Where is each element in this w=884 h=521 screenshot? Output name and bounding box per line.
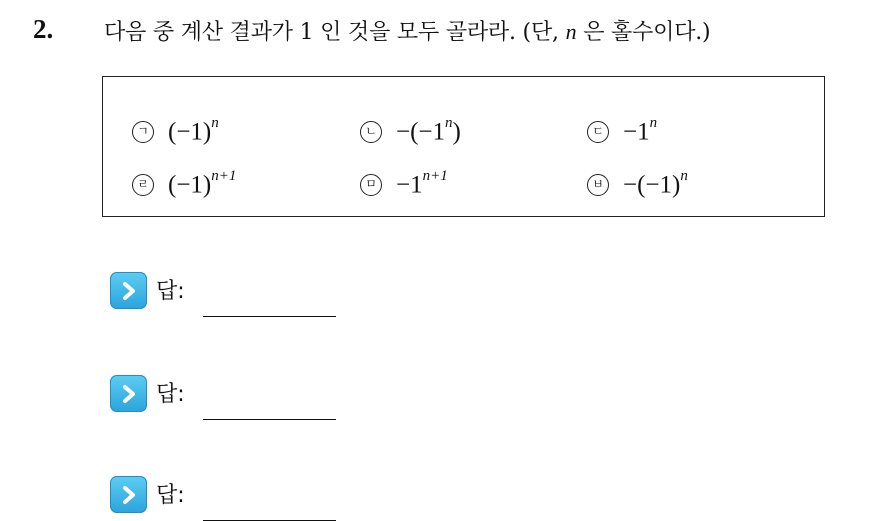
question-text-part-2: 은 홀수이다.) xyxy=(576,20,711,45)
choice-marker: ㄴ xyxy=(360,121,382,143)
answer-blank[interactable] xyxy=(203,500,336,521)
choice-5 xyxy=(360,168,448,199)
question-number: 2. xyxy=(33,14,54,44)
choice-4 xyxy=(132,168,237,199)
answer-blank[interactable] xyxy=(203,296,336,317)
choice-marker: ㅂ xyxy=(587,174,609,196)
choice-marker: ㄷ xyxy=(587,121,609,143)
answer-label: 답: xyxy=(156,483,185,508)
choice-6 xyxy=(587,168,688,199)
choice-base: (−1) xyxy=(168,171,212,199)
answer-blank[interactable] xyxy=(203,399,336,420)
choice-base: −1 xyxy=(623,118,650,146)
question-text xyxy=(104,15,710,46)
question-variable: n xyxy=(565,19,577,44)
choice-suffix: ) xyxy=(452,118,461,146)
choice-expression xyxy=(623,168,688,199)
choice-base: −(−1 xyxy=(396,118,446,146)
choice-exponent: n xyxy=(211,115,219,131)
choice-base: (−1) xyxy=(168,118,212,146)
answer-label: 답: xyxy=(156,382,185,407)
answer-label: 답: xyxy=(156,279,185,304)
choice-marker: ㄱ xyxy=(132,121,154,143)
choice-base: −1 xyxy=(396,171,423,199)
choice-exponent: n xyxy=(649,115,658,131)
chevron-right-icon xyxy=(110,272,147,309)
answer-row-2 xyxy=(110,375,336,412)
choice-exponent: n+1 xyxy=(211,168,237,184)
choice-1 xyxy=(132,115,219,146)
choice-base: −(−1) xyxy=(623,171,681,199)
choice-expression xyxy=(168,168,237,199)
choice-expression xyxy=(168,115,219,146)
choices-box xyxy=(102,76,825,217)
choice-expression xyxy=(396,168,448,199)
question-text-part-1: 다음 중 계산 결과가 1 인 것을 모두 골라라. (단, xyxy=(104,20,566,45)
choice-3 xyxy=(587,115,658,146)
choice-exponent: n xyxy=(445,115,453,131)
choice-expression xyxy=(396,115,461,146)
choice-exponent: n+1 xyxy=(422,168,448,184)
choice-marker: ㅁ xyxy=(360,174,382,196)
choice-2 xyxy=(360,115,461,146)
choice-marker: ㄹ xyxy=(132,174,154,196)
answer-row-3 xyxy=(110,476,336,513)
answer-row-1 xyxy=(110,272,336,309)
choice-expression xyxy=(623,115,658,146)
chevron-right-icon xyxy=(110,476,147,513)
chevron-right-icon xyxy=(110,375,147,412)
choice-exponent: n xyxy=(680,168,688,184)
